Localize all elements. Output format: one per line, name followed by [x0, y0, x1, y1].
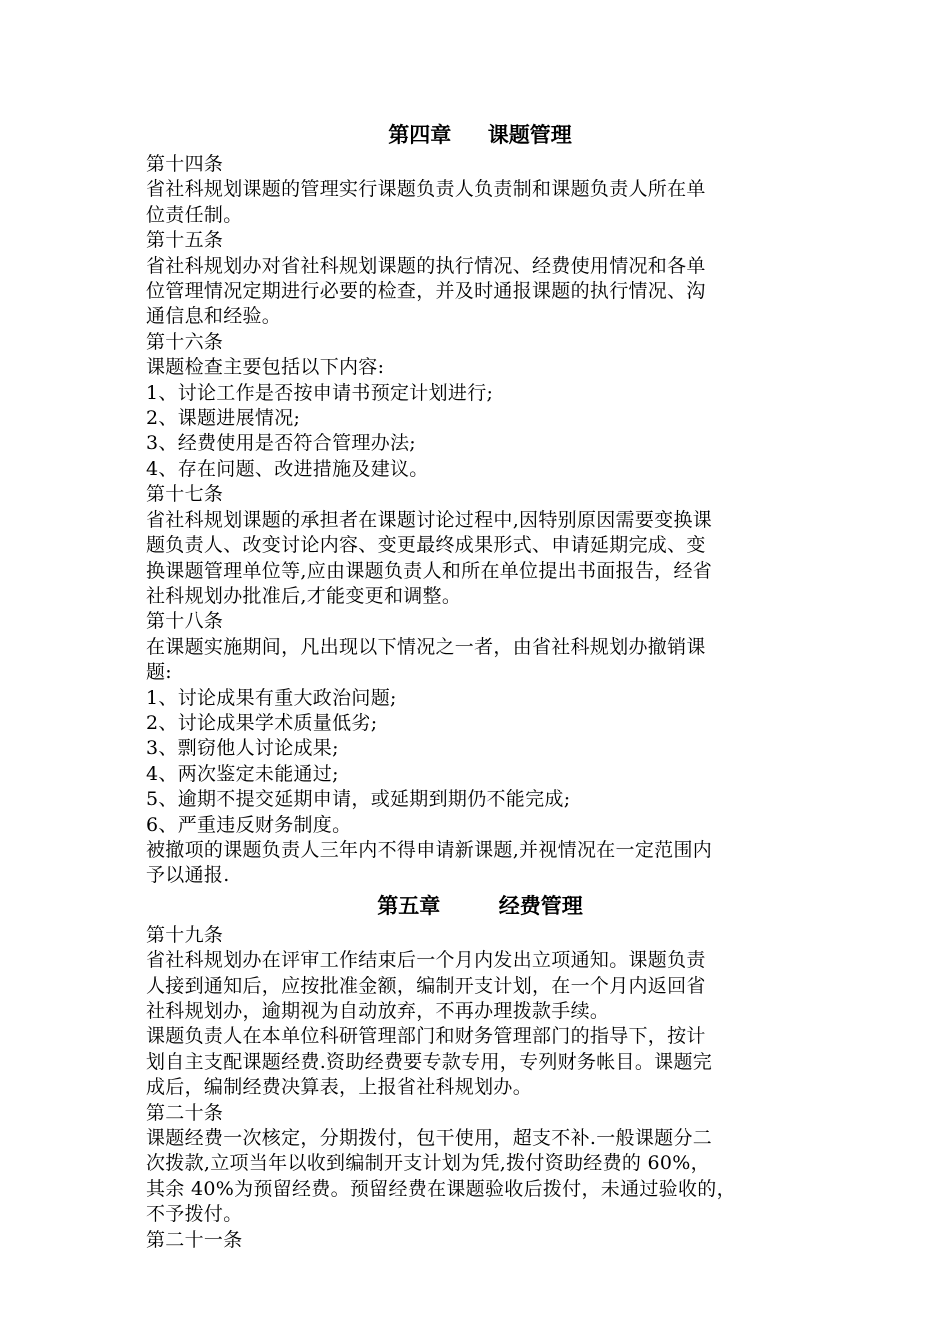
text-line: 位责任制。 — [146, 203, 243, 226]
text-line: 2、讨论成果学术质量低劣; — [146, 711, 378, 734]
text-line: 换课题管理单位等,应由课题负责人和所在单位提出书面报告，经省 — [146, 559, 713, 582]
text-line: 课题检查主要包括以下内容: — [146, 356, 385, 379]
article-heading: 第十四条 — [146, 153, 224, 175]
text-line: 成后，编制经费决算表，上报省社科规划办。 — [146, 1076, 533, 1099]
text-line: 4、两次鉴定未能通过; — [146, 762, 339, 785]
article-heading: 第十五条 — [146, 229, 224, 252]
article-heading: 第二十条 — [146, 1101, 224, 1124]
chapter-title: 第五章 经费管理 — [377, 893, 583, 918]
text-line: 省社科规划课题的管理实行课题负责人负责制和课题负责人所在单 — [146, 178, 706, 201]
text-line: 省社科规划办在评审工作结束后一个月内发出立项通知。课题负责 — [146, 949, 706, 972]
document-page — [146, 118, 814, 1253]
text-line: 通信息和经验。 — [146, 305, 282, 328]
article-heading: 第二十一条 — [146, 1228, 243, 1251]
text-line: 课题负责人在本单位科研管理部门和财务管理部门的指导下，按计 — [146, 1025, 706, 1048]
text-line: 省社科规划办对省社科规划课题的执行情况、经费使用情况和各单 — [146, 254, 706, 277]
article-heading: 第十六条 — [146, 330, 224, 353]
article-heading: 第十九条 — [146, 923, 224, 946]
text-line: 6、严重违反财务制度。 — [146, 813, 352, 836]
text-line: 不予拨付。 — [146, 1203, 243, 1226]
text-line: 课题经费一次核定，分期拨付，包干使用，超支不补.一般课题分二 — [146, 1127, 713, 1150]
article-heading: 第十七条 — [146, 483, 224, 506]
text-line: 人接到通知后，应按批准金额，编制开支计划，在一个月内返回省 — [146, 974, 706, 997]
text-line: 题: — [146, 661, 173, 684]
text-line: 题负责人、改变讨论内容、变更最终成果形式、申请延期完成、变 — [146, 534, 706, 557]
text-line: 4、存在问题、改进措施及建议。 — [146, 457, 429, 480]
text-line: 1、讨论成果有重大政治问题; — [146, 686, 397, 709]
text-line: 社科规划办批准后,才能变更和调整。 — [146, 584, 462, 607]
chapter-title: 第四章 课题管理 — [388, 123, 572, 147]
text-line: 划自主支配课题经费.资助经费要专款专用，专列财务帐目。课题完 — [146, 1050, 713, 1073]
text-line: 在课题实施期间，凡出现以下情况之一者，由省社科规划办撤销课 — [146, 635, 706, 658]
text-line: 社科规划办，逾期视为自动放弃，不再办理拨款手续。 — [146, 1000, 610, 1022]
text-line: 2、课题进展情况; — [146, 407, 301, 430]
text-line: 省社科规划课题的承担者在课题讨论过程中,因特别原因需要变换课 — [146, 508, 713, 531]
text-line: 3、剽窃他人讨论成果; — [146, 737, 339, 760]
text-line: 予以通报. — [146, 864, 230, 887]
text-line: 次拨款,立项当年以收到编制开支计划为凭,拨付资助经费的 60%， — [146, 1152, 710, 1175]
text-line: 位管理情况定期进行必要的检查，并及时通报课题的执行情况、沟 — [146, 280, 706, 303]
text-line: 1、讨论工作是否按申请书预定计划进行; — [146, 381, 494, 404]
text-line: 被撤项的课题负责人三年内不得申请新课题,并视情况在一定范围内 — [146, 838, 713, 861]
text-line: 5、逾期不提交延期申请，或延期到期仍不能完成; — [146, 788, 571, 811]
article-heading: 第十八条 — [146, 610, 224, 633]
text-line: 3、经费使用是否符合管理办法; — [146, 432, 416, 455]
text-line: 其余 40%为预留经费。预留经费在课题验收后拨付，未通过验收的， — [146, 1177, 736, 1200]
